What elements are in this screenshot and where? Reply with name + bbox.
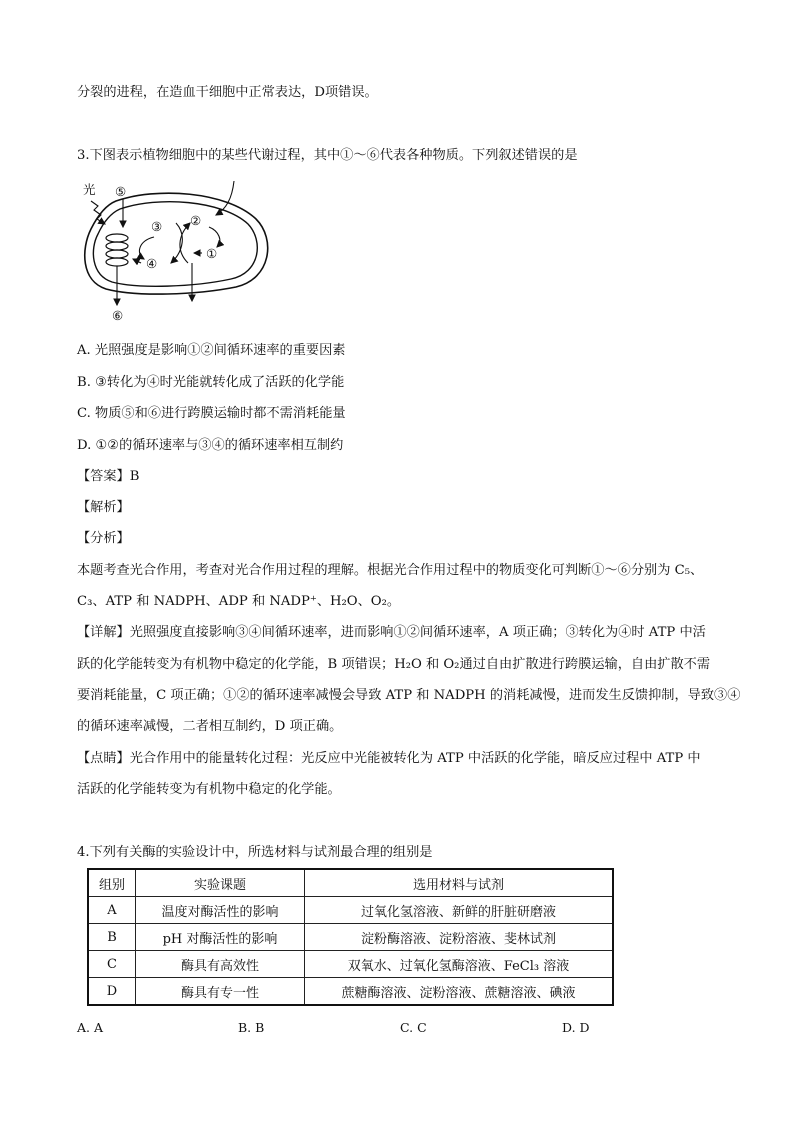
q3-detail-line-2: 跃的化学能转变为有机物中稳定的化学能，B 项错误；H₂O 和 O₂通过自由扩散进行跨膜运输，自由扩散不需 (77, 657, 711, 672)
central-arrow-up (180, 223, 190, 263)
q3-detail-line-1: 【详解】光照强度直接影响③④间循环速率，进而影响①②间循环速率，A 项正确；③转化为④时 ATP 中活 (77, 625, 706, 640)
table-row (88, 897, 613, 924)
cycle-arrow-2-1 (209, 227, 220, 247)
enzyme-experiment-table (87, 868, 614, 1006)
header-group: 组别 (88, 869, 136, 897)
header-topic: 实验课题 (136, 869, 305, 897)
q3-option-d: D. ①②的循环速率与③④的循环速率相互制约 (77, 438, 344, 453)
q4-option-c: C. C (400, 1020, 427, 1035)
light-zigzag (91, 201, 105, 224)
cell-materials: 淀粉酶溶液、淀粉溶液、斐林试剂 (305, 924, 614, 951)
table-row (88, 978, 613, 1006)
q3-answer: 【答案】B (77, 469, 140, 484)
q3-option-a: A. 光照强度是影响①②间循环速率的重要因素 (77, 343, 346, 358)
question-3-stem: 3.下图表示植物细胞中的某些代谢过程，其中①～⑥代表各种物质。下列叙述错误的是 (77, 148, 578, 163)
cell-group: C (88, 951, 136, 978)
cell-topic: 酶具有专一性 (136, 978, 305, 1006)
q3-point-line-2: 活跃的化学能转变为有机物中稳定的化学能。 (77, 782, 341, 797)
inner-membrane (93, 202, 257, 287)
q3-detail-line-3: 要消耗能量，C 项正确；①②的循环速率减慢会导致 ATP 和 NADPH 的消耗减慢，进而发生反馈抑制，导致③④ (77, 688, 741, 703)
label-6: ⑥ (112, 308, 124, 323)
cell-topic: 温度对酶活性的影响 (136, 897, 305, 924)
thylakoid-stack (106, 234, 128, 266)
q3-analysis-line-2: C₃、ATP 和 NADPH、ADP 和 NADP⁺、H₂O、O₂。 (77, 594, 401, 609)
question-4-stem: 4.下列有关酶的实验设计中，所选材料与试剂最合理的组别是 (77, 845, 433, 860)
central-arrow-down (171, 223, 182, 263)
cell-group: D (88, 978, 136, 1006)
label-1: ① (206, 246, 218, 261)
q3-analysis-line-1: 本题考查光合作用，考查对光合作用过程的理解。根据光合作用过程中的物质变化可判断①～⑥分别为 C₅、 (77, 563, 704, 578)
table-row (88, 951, 613, 978)
cell-topic: 酶具有高效性 (136, 951, 305, 978)
previous-answer-tail: 分裂的进程，在造血干细胞中正常表达，D项错误。 (77, 85, 378, 100)
cell-topic: pH 对酶活性的影响 (136, 924, 305, 951)
light-label: 光 (83, 182, 96, 197)
q4-option-a: A. A (77, 1020, 104, 1035)
arrow-4-to-left (133, 259, 141, 263)
header-materials: 选用材料与试剂 (305, 869, 614, 897)
q3-fenxi-heading: 【分析】 (77, 531, 130, 546)
label-4: ④ (146, 256, 158, 271)
cell-materials: 双氧水、过氧化氢酶溶液、FeCl₃ 溶液 (305, 951, 614, 978)
label-5: ⑤ (115, 184, 127, 199)
label-2: ② (190, 213, 202, 228)
outer-membrane (85, 193, 268, 294)
label-3: ③ (151, 219, 163, 234)
q3-option-b: B. ③转化为④时光能就转化成了活跃的化学能 (77, 375, 345, 390)
cell-group: B (88, 924, 136, 951)
q4-option-b: B. B (238, 1020, 265, 1035)
q4-option-d: D. D (562, 1020, 590, 1035)
q3-point-line-1: 【点睛】光合作用中的能量转化过程：光反应中光能被转化为 ATP 中活跃的化学能，暗反应过程中 ATP 中 (77, 751, 701, 766)
cell-group: A (88, 897, 136, 924)
chloroplast-diagram (76, 179, 276, 327)
table-header-row (88, 869, 613, 897)
table-row (88, 924, 613, 951)
q3-jiexi-heading: 【解析】 (77, 500, 130, 515)
cell-materials: 过氧化氢溶液、新鲜的肝脏研磨液 (305, 897, 614, 924)
q3-detail-line-4: 的循环速率减慢，二者相互制约，D 项正确。 (77, 719, 343, 734)
q3-option-c: C. 物质⑤和⑥进行跨膜运输时都不需消耗能量 (77, 406, 346, 421)
cell-materials: 蔗糖酶溶液、淀粉溶液、蔗糖溶液、碘液 (305, 978, 614, 1006)
